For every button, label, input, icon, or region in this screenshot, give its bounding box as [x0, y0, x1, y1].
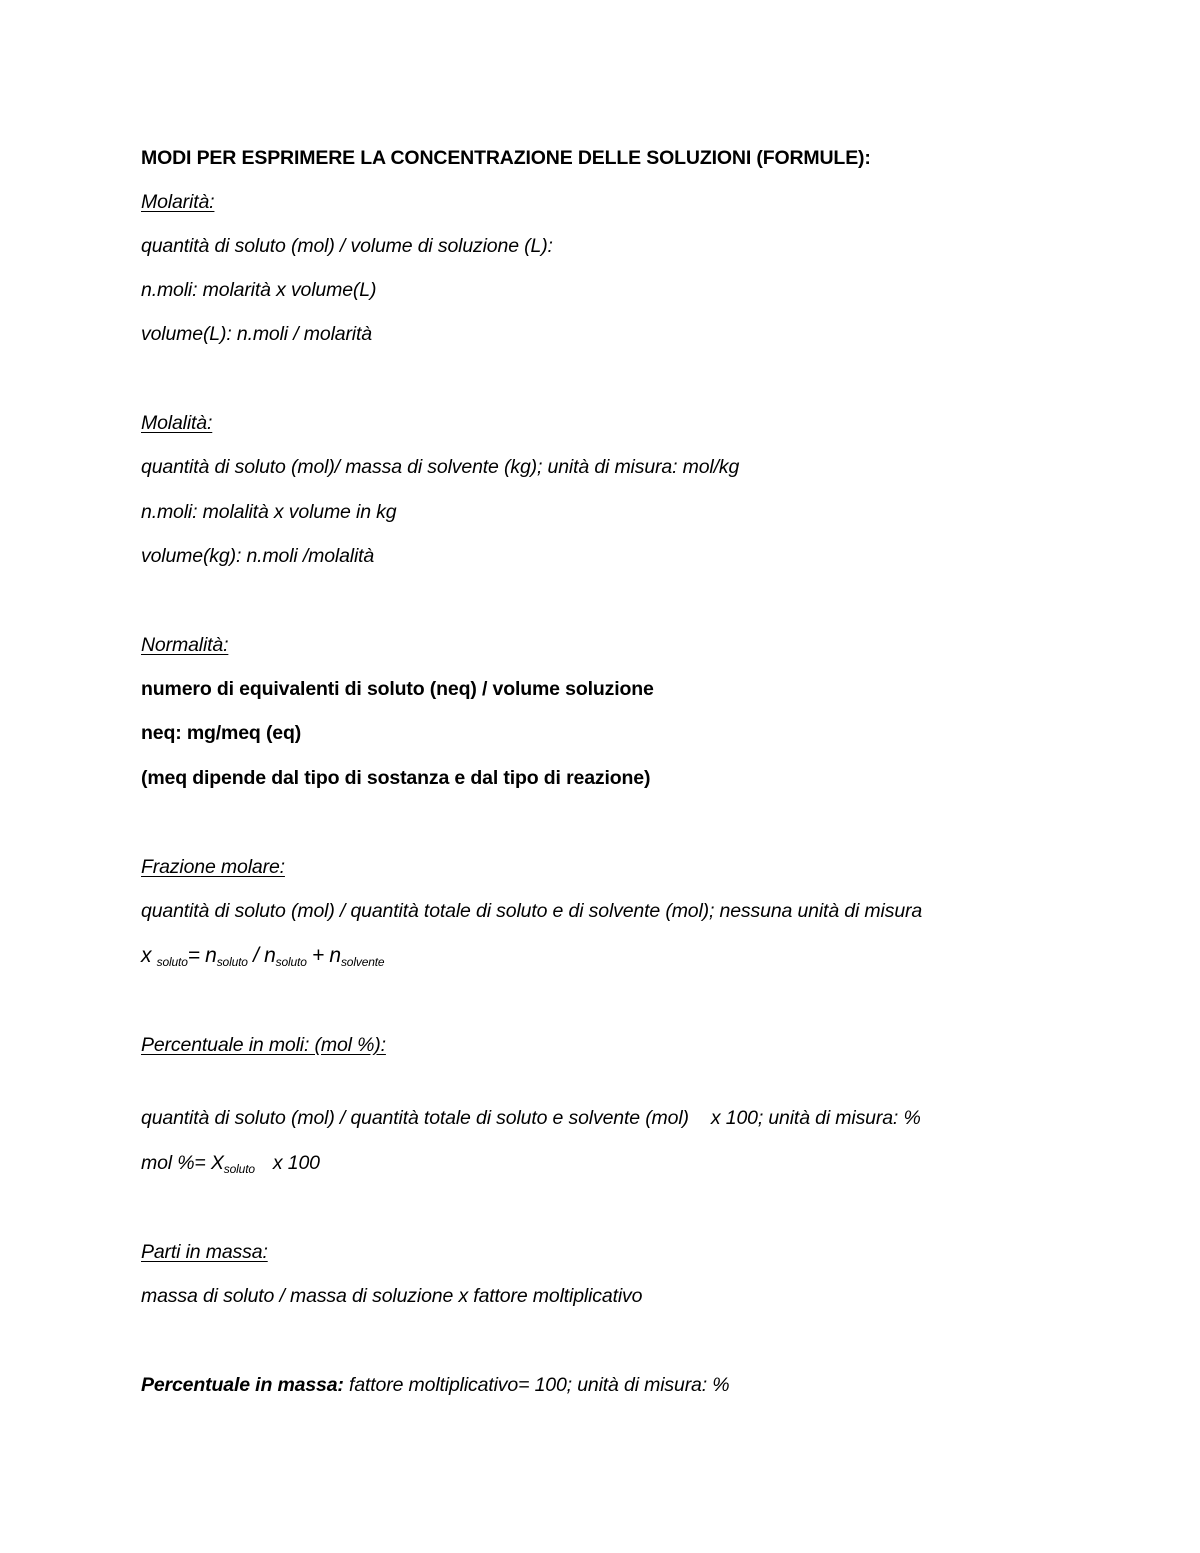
molalita-line-2: n.moli: molalità x volume in kg — [141, 501, 397, 523]
formula-plus: + — [312, 944, 325, 967]
formula-x-subscript: soluto — [156, 955, 188, 969]
section-heading-frazione-molare: Frazione molare: — [141, 856, 285, 878]
section-heading-parti-massa: Parti in massa: — [141, 1241, 268, 1263]
molalita-line-1: quantità di soluto (mol)/ massa di solvente (kg); unità di misura: mol/kg — [141, 456, 740, 478]
frazione-molare-formula — [141, 943, 384, 971]
percentuale-moli-formula — [141, 1150, 320, 1178]
percentuale-moli-formula-tail: x 100 — [272, 1152, 320, 1174]
molarita-line-2: n.moli: molarità x volume(L) — [141, 279, 377, 301]
percentuale-moli-formula-subscript: soluto — [223, 1162, 255, 1176]
page-title: MODI PER ESPRIMERE LA CONCENTRAZIONE DELLE SOLUZIONI (FORMULE): — [141, 147, 871, 169]
formula-divide: / — [253, 944, 259, 967]
normalita-line-1: numero di equivalenti di soluto (neq) / volume soluzione — [141, 678, 654, 700]
formula-n-symbol: n — [264, 944, 276, 967]
section-heading-molalita: Molalità: — [141, 412, 213, 434]
percentuale-moli-formula-prefix: mol %= X — [141, 1152, 224, 1174]
percentuale-massa-text: fattore moltiplicativo= 100; unità di misura: % — [343, 1374, 730, 1396]
molalita-line-3: volume(kg): n.moli /molalità — [141, 545, 375, 567]
formula-n-subscript: soluto — [275, 955, 307, 969]
molarita-line-3: volume(L): n.moli / molarità — [141, 323, 372, 345]
normalita-line-3: (meq dipende dal tipo di sostanza e dal tipo di reazione) — [141, 767, 651, 789]
section-heading-molarita: Molarità: — [141, 191, 215, 213]
formula-x-symbol: x — [141, 944, 152, 967]
percentuale-moli-line-tail: x 100; unità di misura: % — [710, 1107, 921, 1129]
formula-n-subscript: soluto — [216, 955, 248, 969]
percentuale-massa-line — [141, 1372, 729, 1398]
percentuale-moli-line — [141, 1105, 921, 1131]
formula-n-symbol: n — [329, 944, 341, 967]
section-heading-percentuale-moli: Percentuale in moli: (mol %): — [141, 1034, 386, 1056]
formula-n-subscript: solvente — [340, 955, 385, 969]
percentuale-moli-line-main: quantità di soluto (mol) / quantità totale di soluto e solvente (mol) — [141, 1107, 689, 1129]
section-heading-normalita: Normalità: — [141, 634, 229, 656]
formula-n-symbol: n — [205, 944, 217, 967]
formula-equals: = — [187, 944, 200, 967]
normalita-line-2: neq: mg/meq (eq) — [141, 722, 302, 744]
molarita-line-1: quantità di soluto (mol) / volume di soluzione (L): — [141, 235, 553, 257]
parti-massa-line: massa di soluto / massa di soluzione x fattore moltiplicativo — [141, 1285, 643, 1307]
percentuale-massa-label: Percentuale in massa: — [141, 1374, 344, 1396]
frazione-molare-line: quantità di soluto (mol) / quantità totale di soluto e di solvente (mol); nessuna unità di misura — [141, 900, 923, 922]
